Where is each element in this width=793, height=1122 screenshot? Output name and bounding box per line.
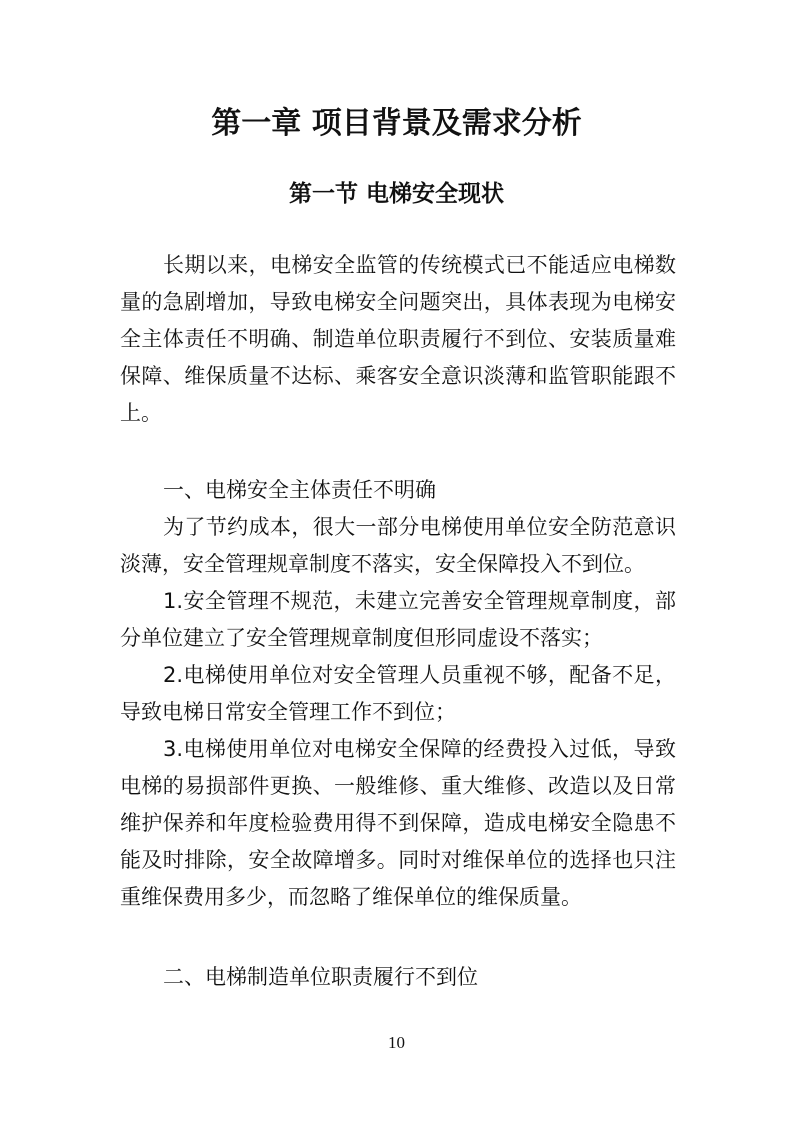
text-line: 2.电梯使用单位对安全管理人员重视不够，配备不足， (163, 663, 676, 687)
chapter-title: 第一章 项目背景及需求分析 (211, 106, 582, 141)
text-line: 为了节约成本，很大一部分电梯使用单位安全防范意识 (163, 515, 676, 539)
text-line: 保障、维保质量不达标、乘客安全意识淡薄和监管职能跟不 (120, 364, 676, 388)
text-line: 电梯的易损部件更换、一般维修、重大维修、改造以及日常 (120, 774, 676, 798)
text-line: 全主体责任不明确、制造单位职责履行不到位、安装质量难 (120, 327, 676, 351)
text-line: 分单位建立了安全管理规章制度但形同虚设不落实； (120, 626, 603, 650)
text-line: 长期以来，电梯安全监管的传统模式已不能适应电梯数 (163, 253, 676, 277)
section-title: 第一节 电梯安全现状 (288, 181, 504, 207)
text-line: 维护保养和年度检验费用得不到保障，造成电梯安全隐患不 (120, 811, 676, 835)
page-number: 10 (388, 1033, 405, 1052)
text-line: 能及时排除，安全故障增多。同时对维保单位的选择也只注 (120, 848, 676, 872)
text-line: 3.电梯使用单位对电梯安全保障的经费投入过低，导致 (163, 737, 676, 761)
text-line: 重维保费用多少，而忽略了维保单位的维保质量。 (120, 885, 582, 909)
text-line: 一、电梯安全主体责任不明确 (163, 478, 436, 502)
text-line: 二、电梯制造单位职责履行不到位 (163, 965, 478, 989)
text-line: 1.安全管理不规范，未建立完善安全管理规章制度，部 (163, 589, 676, 613)
text-line: 上。 (120, 401, 162, 425)
text-line: 淡薄，安全管理规章制度不落实，安全保障投入不到位。 (120, 552, 645, 576)
text-line: 导致电梯日常安全管理工作不到位； (120, 700, 456, 724)
text-line: 量的急剧增加，导致电梯安全问题突出，具体表现为电梯安 (120, 290, 676, 314)
